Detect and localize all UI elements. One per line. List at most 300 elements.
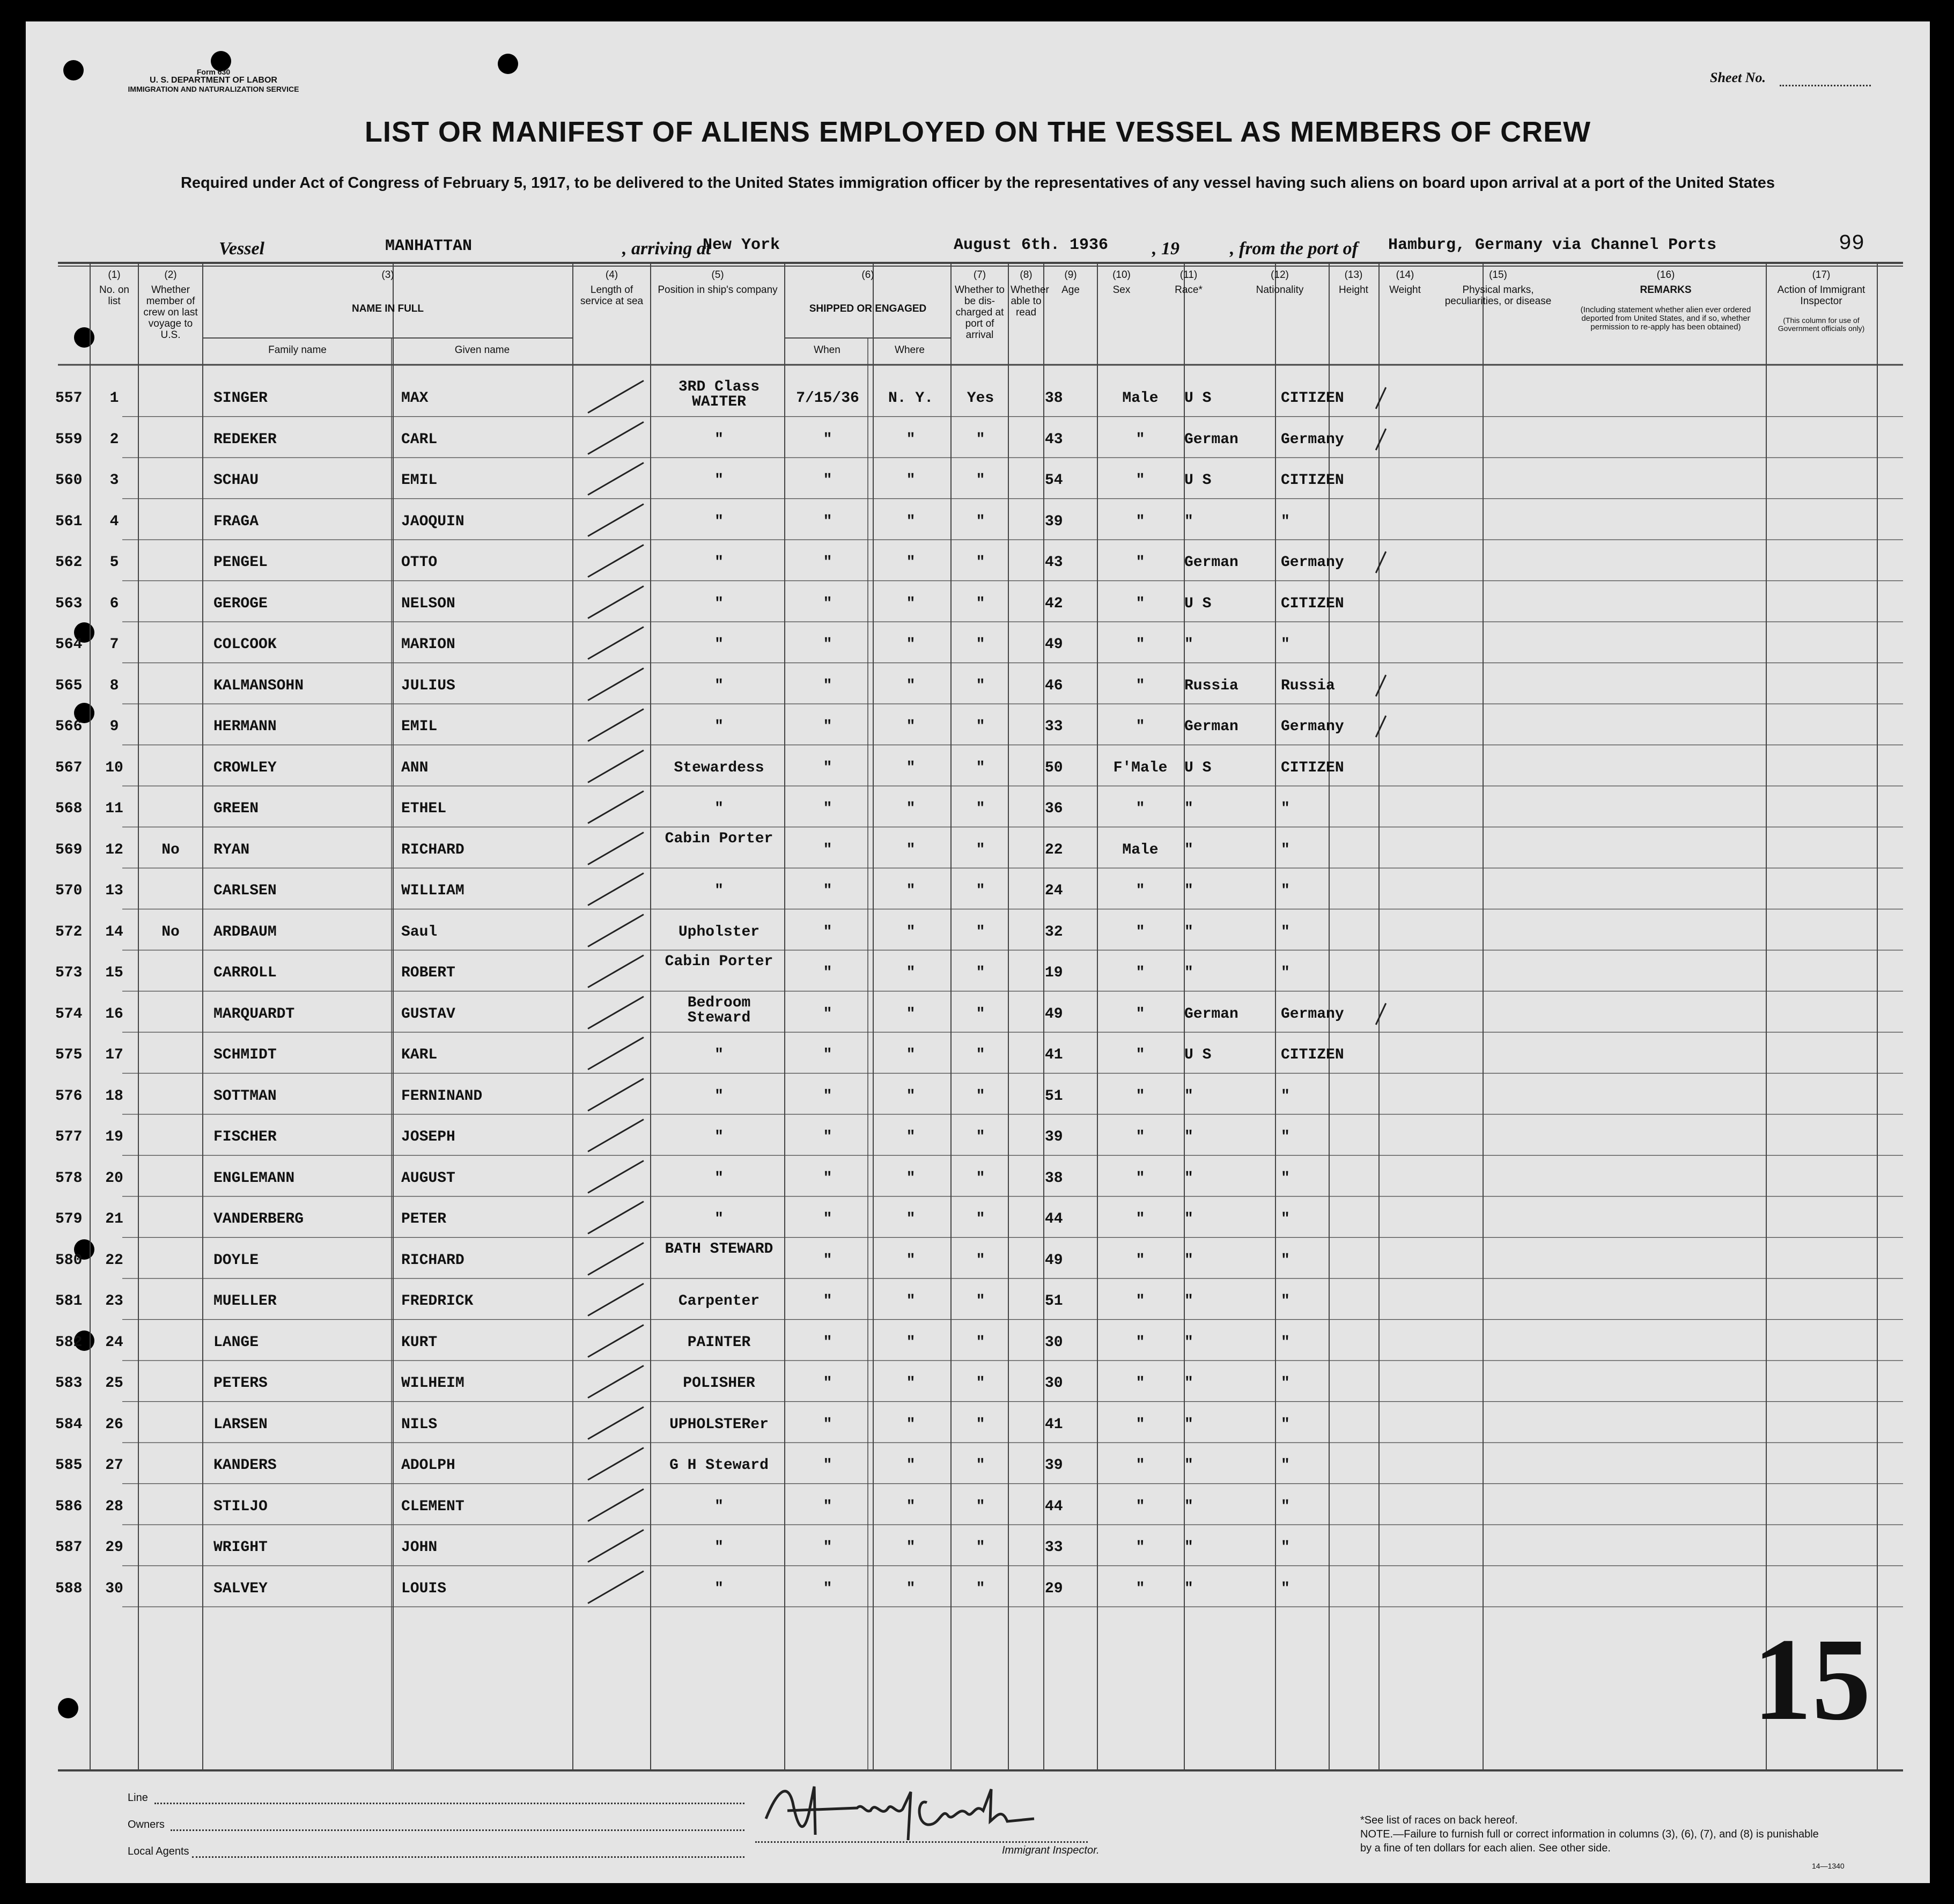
age: 51 — [1045, 1087, 1063, 1105]
position: 3RD Class WAITER — [678, 379, 760, 410]
shipped-when: " — [823, 1457, 832, 1474]
sex: " — [1135, 1580, 1145, 1597]
race: " — [1184, 1293, 1193, 1310]
form-number: Form 630 — [196, 68, 231, 76]
family-name: WRIGHT — [213, 1539, 268, 1556]
race: " — [1184, 1087, 1193, 1105]
from-port: Hamburg, Germany via Channel Ports — [1388, 236, 1717, 254]
margin-note: 99 — [1839, 232, 1865, 256]
shipped-when: " — [823, 759, 832, 776]
age: 22 — [1045, 841, 1063, 858]
nationality: " — [1281, 1498, 1290, 1515]
given-name: CLEMENT — [401, 1498, 464, 1515]
sex: " — [1135, 1005, 1145, 1023]
given-name: RICHARD — [401, 1252, 464, 1269]
row-number: 6 — [109, 595, 119, 612]
row-margin-number: 562 — [55, 554, 83, 571]
given-name: WILHEIM — [401, 1375, 464, 1392]
row-number: 5 — [109, 554, 119, 571]
row-number: 27 — [105, 1457, 123, 1474]
sex: " — [1135, 800, 1145, 817]
race: Russia — [1184, 677, 1238, 694]
given-name: CARL — [401, 431, 438, 448]
row-margin-number: 582 — [55, 1334, 83, 1351]
nationality: " — [1281, 1580, 1290, 1597]
position: " — [714, 1580, 724, 1597]
row-number: 4 — [109, 513, 119, 530]
nationality: " — [1281, 1087, 1290, 1105]
discharged-at-port: " — [976, 1170, 985, 1187]
sex: Male — [1122, 390, 1159, 407]
column-number: (7) — [973, 269, 986, 281]
row-margin-number: 565 — [55, 677, 83, 694]
shipped-where: " — [906, 1457, 916, 1474]
row-number: 28 — [105, 1498, 123, 1515]
given-name: KARL — [401, 1047, 438, 1063]
sex: " — [1135, 1498, 1145, 1515]
manifest-sheet — [26, 21, 1930, 1883]
shipped-where: " — [906, 636, 916, 653]
family-name: SALVEY — [213, 1580, 268, 1597]
row-number: 3 — [109, 472, 119, 489]
age: 38 — [1045, 390, 1063, 407]
row-number: 21 — [105, 1211, 123, 1227]
given-name: ADOLPH — [401, 1457, 455, 1474]
column-label: Physical marks, peculiarities, or disease — [1444, 284, 1552, 307]
shipped-when: " — [823, 513, 832, 530]
discharged-at-port: Yes — [967, 390, 994, 407]
nationality: Russia — [1281, 677, 1335, 694]
row-margin-number: 585 — [55, 1457, 83, 1474]
family-name: ENGLEMANN — [213, 1170, 295, 1187]
discharged-at-port: " — [976, 513, 985, 530]
subheader-where: Where — [895, 344, 925, 356]
row-number: 11 — [105, 800, 123, 817]
family-name: SINGER — [213, 390, 268, 407]
sex: F'Male — [1113, 759, 1168, 776]
age: 44 — [1045, 1211, 1063, 1227]
race: U S — [1184, 472, 1212, 489]
discharged-at-port: " — [976, 1129, 985, 1145]
given-name: NILS — [401, 1416, 438, 1433]
race: " — [1184, 1334, 1193, 1351]
nationality: Germany — [1281, 1005, 1344, 1023]
sex: " — [1135, 1293, 1145, 1310]
position: " — [714, 431, 724, 448]
position: " — [714, 800, 724, 817]
sex: " — [1135, 1539, 1145, 1556]
family-name: GREEN — [213, 800, 259, 817]
position: " — [714, 718, 724, 735]
race: U S — [1184, 595, 1212, 612]
age: 38 — [1045, 1170, 1063, 1187]
sex: " — [1135, 472, 1145, 489]
row-number: 29 — [105, 1539, 123, 1556]
shipped-where: " — [906, 1005, 916, 1023]
race: " — [1184, 883, 1193, 899]
column-label: Whether member of crew on last voyage to U.S. — [143, 284, 198, 341]
row-margin-number: 570 — [55, 883, 83, 899]
family-name: PENGEL — [213, 554, 268, 571]
position: " — [714, 1170, 724, 1187]
nationality: CITIZEN — [1281, 472, 1344, 489]
column-label: REMARKS — [1640, 284, 1692, 296]
row-margin-number: 578 — [55, 1170, 83, 1187]
row-margin-number: 583 — [55, 1375, 83, 1392]
shipped-when: " — [823, 1580, 832, 1597]
race: German — [1184, 718, 1238, 735]
penalty-note: NOTE.—Failure to furnish full or correct information in columns (3), (6), (7), and (8) is punishable by a fine of ten dollars for each alien. See other side. — [1360, 1828, 1819, 1854]
sex: " — [1135, 1129, 1145, 1145]
age: 33 — [1045, 718, 1063, 735]
position: Cabin Porter — [665, 953, 773, 970]
race: " — [1184, 1170, 1193, 1187]
shipped-when: " — [823, 595, 832, 612]
year-label: , 19 — [1152, 239, 1179, 259]
sex: " — [1135, 883, 1145, 899]
family-name: CROWLEY — [213, 759, 277, 776]
vessel-name: MANHATTAN — [385, 237, 473, 255]
age: 30 — [1045, 1334, 1063, 1351]
nationality: Germany — [1281, 431, 1344, 448]
shipped-where: " — [906, 1129, 916, 1145]
given-name: JAOQUIN — [401, 513, 464, 530]
family-name: FRAGA — [213, 513, 259, 530]
shipped-where: " — [906, 841, 916, 858]
race: German — [1184, 1005, 1238, 1023]
shipped-where: " — [906, 1498, 916, 1515]
nationality: " — [1281, 1539, 1290, 1556]
discharged-at-port: " — [976, 1539, 985, 1556]
position: " — [714, 1498, 724, 1515]
discharged-at-port: " — [976, 677, 985, 694]
given-name: ROBERT — [401, 965, 455, 981]
position: G H Steward — [669, 1457, 769, 1474]
position: " — [714, 1129, 724, 1145]
race: U S — [1184, 390, 1212, 407]
given-name: MAX — [401, 390, 429, 407]
nationality: CITIZEN — [1281, 759, 1344, 776]
shipped-when: " — [823, 431, 832, 448]
discharged-at-port: " — [976, 965, 985, 981]
shipped-where: " — [906, 431, 916, 448]
nationality: " — [1281, 1293, 1290, 1310]
position: Stewardess — [674, 759, 764, 776]
position: BATH STEWARD — [665, 1240, 773, 1258]
shipped-when: " — [823, 1334, 832, 1351]
shipped-when: " — [823, 883, 832, 899]
position: " — [714, 636, 724, 653]
discharged-at-port: " — [976, 1293, 985, 1310]
shipped-when: " — [823, 841, 832, 858]
column-label: Sex — [1112, 284, 1131, 296]
position: POLISHER — [683, 1375, 755, 1392]
nationality: Germany — [1281, 718, 1344, 735]
race: " — [1184, 1457, 1193, 1474]
shipped-where: " — [906, 554, 916, 571]
given-name: ETHEL — [401, 800, 447, 817]
given-name: JOSEPH — [401, 1129, 455, 1145]
row-margin-number: 581 — [55, 1293, 83, 1310]
family-name: LARSEN — [213, 1416, 268, 1433]
shipped-where: N. Y. — [888, 390, 933, 407]
races-note: *See list of races on back hereof. — [1360, 1814, 1518, 1826]
nationality: CITIZEN — [1281, 595, 1344, 612]
discharged-at-port: " — [976, 1211, 985, 1227]
family-name: LANGE — [213, 1334, 259, 1351]
discharged-at-port: " — [976, 1580, 985, 1597]
form-serial: 14—1340 — [1812, 1862, 1845, 1870]
row-margin-number: 559 — [55, 431, 83, 448]
shipped-where: " — [906, 513, 916, 530]
sex: " — [1135, 923, 1145, 940]
sex: " — [1135, 1334, 1145, 1351]
given-name: LOUIS — [401, 1580, 447, 1597]
nationality: " — [1281, 1129, 1290, 1145]
line-field — [154, 1803, 744, 1804]
row-number: 18 — [105, 1087, 123, 1105]
column-number: (1) — [108, 269, 121, 281]
age: 43 — [1045, 554, 1063, 571]
nationality: " — [1281, 841, 1290, 858]
column-number: (2) — [164, 269, 177, 281]
position: " — [714, 513, 724, 530]
family-name: GEROGE — [213, 595, 268, 612]
age: 39 — [1045, 1129, 1063, 1145]
age: 44 — [1045, 1498, 1063, 1515]
sex: " — [1135, 513, 1145, 530]
family-name: SCHMIDT — [213, 1047, 277, 1063]
from-port-label: , from the port of — [1230, 239, 1358, 259]
discharged-at-port: " — [976, 800, 985, 817]
shipped-where: " — [906, 1293, 916, 1310]
service-name: IMMIGRATION AND NATURALIZATION SERVICE — [128, 85, 299, 93]
row-number: 7 — [109, 636, 119, 653]
shipped-when: " — [823, 1252, 832, 1269]
sex: " — [1135, 1211, 1145, 1227]
row-number: 1 — [109, 390, 119, 407]
column-label: Position in ship's company — [658, 284, 778, 296]
nationality: " — [1281, 923, 1290, 940]
row-number: 20 — [105, 1170, 123, 1187]
column-number: (6) — [861, 269, 874, 281]
given-name: ANN — [401, 759, 429, 776]
row-margin-number: 560 — [55, 472, 83, 489]
subheader-family-name: Family name — [268, 344, 327, 356]
family-name: MARQUARDT — [213, 1005, 295, 1023]
family-name: FISCHER — [213, 1129, 277, 1145]
shipped-when: " — [823, 1087, 832, 1105]
shipped-when: " — [823, 1293, 832, 1310]
shipped-where: " — [906, 883, 916, 899]
row-margin-number: 572 — [55, 923, 83, 940]
column-label: Age — [1061, 284, 1080, 296]
family-name: RYAN — [213, 841, 250, 858]
row-number: 14 — [105, 923, 123, 940]
row-number: 24 — [105, 1334, 123, 1351]
row-margin-number: 568 — [55, 800, 83, 817]
row-number: 16 — [105, 1005, 123, 1023]
shipped-when: " — [823, 965, 832, 981]
owners-label: Owners — [128, 1819, 165, 1831]
discharged-at-port: " — [976, 841, 985, 858]
shipped-when: " — [823, 1498, 832, 1515]
nationality: " — [1281, 1252, 1290, 1269]
column-number: (11) — [1179, 269, 1198, 281]
age: 49 — [1045, 636, 1063, 653]
sex: " — [1135, 1457, 1145, 1474]
discharged-at-port: " — [976, 1005, 985, 1023]
inspector-signature — [755, 1770, 1056, 1851]
row-margin-number: 566 — [55, 718, 83, 735]
age: 41 — [1045, 1047, 1063, 1063]
age: 39 — [1045, 1457, 1063, 1474]
document-title: LIST OR MANIFEST OF ALIENS EMPLOYED ON THE VESSEL AS MEMBERS OF CREW — [364, 116, 1591, 148]
race: " — [1184, 513, 1193, 530]
sex: " — [1135, 431, 1145, 448]
shipped-when: " — [823, 800, 832, 817]
discharged-at-port: " — [976, 1047, 985, 1063]
race: " — [1184, 1375, 1193, 1392]
family-name: VANDERBERG — [213, 1211, 304, 1227]
position: " — [714, 595, 724, 612]
nationality: Germany — [1281, 554, 1344, 571]
column-number: (16) — [1656, 269, 1675, 281]
discharged-at-port: " — [976, 1087, 985, 1105]
row-number: 19 — [105, 1129, 123, 1145]
sex: " — [1135, 1416, 1145, 1433]
shipped-where: " — [906, 923, 916, 940]
column-number: (8) — [1020, 269, 1033, 281]
row-margin-number: 588 — [55, 1580, 83, 1597]
sex: " — [1135, 636, 1145, 653]
given-name: MARION — [401, 636, 455, 653]
row-margin-number: 584 — [55, 1416, 83, 1433]
shipped-when: " — [823, 1539, 832, 1556]
shipped-where: " — [906, 1170, 916, 1187]
subheader-when: When — [814, 344, 840, 356]
shipped-when: " — [823, 1129, 832, 1145]
position: " — [714, 554, 724, 571]
age: 19 — [1045, 965, 1063, 981]
column-number: (4) — [605, 269, 618, 281]
age: 42 — [1045, 595, 1063, 612]
row-margin-number: 579 — [55, 1211, 83, 1227]
given-name: GUSTAV — [401, 1005, 455, 1023]
sex: " — [1135, 718, 1145, 735]
nationality: " — [1281, 1416, 1290, 1433]
age: 32 — [1045, 923, 1063, 940]
family-name: CARROLL — [213, 965, 277, 981]
shipped-where: " — [906, 965, 916, 981]
position: Cabin Porter — [665, 830, 773, 847]
position: PAINTER — [687, 1334, 751, 1351]
crew-last-voyage: No — [161, 923, 180, 940]
sex: " — [1135, 965, 1145, 981]
column-label: Length of service at sea — [580, 284, 644, 307]
position: " — [714, 1539, 724, 1556]
shipped-where: " — [906, 1252, 916, 1269]
shipped-when: " — [823, 1005, 832, 1023]
shipped-where: " — [906, 1416, 916, 1433]
arriving-port: New York — [703, 236, 780, 254]
shipped-where: " — [906, 1047, 916, 1063]
family-name: KANDERS — [213, 1457, 277, 1474]
action-note: (This column for use of Government officials only) — [1778, 316, 1865, 333]
race: " — [1184, 1416, 1193, 1433]
family-name: CARLSEN — [213, 883, 277, 899]
age: 24 — [1045, 883, 1063, 899]
nationality: CITIZEN — [1281, 1047, 1344, 1063]
discharged-at-port: " — [976, 1416, 985, 1433]
nationality: " — [1281, 800, 1290, 817]
row-margin-number: 567 — [55, 759, 83, 776]
document-subtitle: Required under Act of Congress of February 5, 1917, to be delivered to the United States immigration officer by the representatives of any vessel having such aliens on board upon arrival at a port of the United States — [180, 174, 1775, 192]
row-number: 23 — [105, 1293, 123, 1310]
shipped-when: " — [823, 636, 832, 653]
family-name: REDEKER — [213, 431, 277, 448]
nationality: " — [1281, 1211, 1290, 1227]
column-label: No. on list — [99, 284, 129, 307]
given-name: NELSON — [401, 595, 455, 612]
age: 33 — [1045, 1539, 1063, 1556]
given-name: FREDRICK — [401, 1293, 474, 1310]
family-name: COLCOOK — [213, 636, 277, 653]
given-name: AUGUST — [401, 1170, 455, 1187]
age: 54 — [1045, 472, 1063, 489]
page-number-stamp: 15 — [1753, 1614, 1871, 1745]
local-agents-field — [192, 1856, 744, 1858]
column-number: (9) — [1064, 269, 1077, 281]
nationality: " — [1281, 1170, 1290, 1187]
given-name: WILLIAM — [401, 883, 464, 899]
row-number: 15 — [105, 965, 123, 981]
row-number: 13 — [105, 883, 123, 899]
shipped-where: " — [906, 759, 916, 776]
row-number: 12 — [105, 841, 123, 858]
row-number: 30 — [105, 1580, 123, 1597]
position: " — [714, 1087, 724, 1105]
column-label: Height — [1339, 284, 1368, 296]
family-name: HERMANN — [213, 718, 277, 735]
row-margin-number: 575 — [55, 1047, 83, 1063]
row-margin-number: 577 — [55, 1129, 83, 1145]
shipped-when: " — [823, 554, 832, 571]
position: " — [714, 1047, 724, 1063]
nationality: " — [1281, 965, 1290, 981]
given-name: KURT — [401, 1334, 438, 1351]
row-margin-number: 564 — [55, 636, 83, 653]
column-number: (10) — [1112, 269, 1131, 281]
discharged-at-port: " — [976, 1375, 985, 1392]
row-margin-number: 557 — [55, 390, 83, 407]
given-name: JOHN — [401, 1539, 438, 1556]
sheet-number-label: Sheet No. — [1710, 70, 1766, 85]
given-name: PETER — [401, 1211, 447, 1227]
age: 29 — [1045, 1580, 1063, 1597]
remarks-note: (Including statement whether alien ever ordered deported from United States, and if so, whether permission to re-apply has been obtained) — [1580, 305, 1751, 332]
race: German — [1184, 431, 1238, 448]
column-number: (14) — [1396, 269, 1414, 281]
family-name: ARDBAUM — [213, 923, 277, 940]
race: " — [1184, 965, 1193, 981]
shipped-when: " — [823, 1047, 832, 1063]
sex: " — [1135, 1252, 1145, 1269]
age: 30 — [1045, 1375, 1063, 1392]
sex: " — [1135, 677, 1145, 694]
race: " — [1184, 1539, 1193, 1556]
race: " — [1184, 1580, 1193, 1597]
